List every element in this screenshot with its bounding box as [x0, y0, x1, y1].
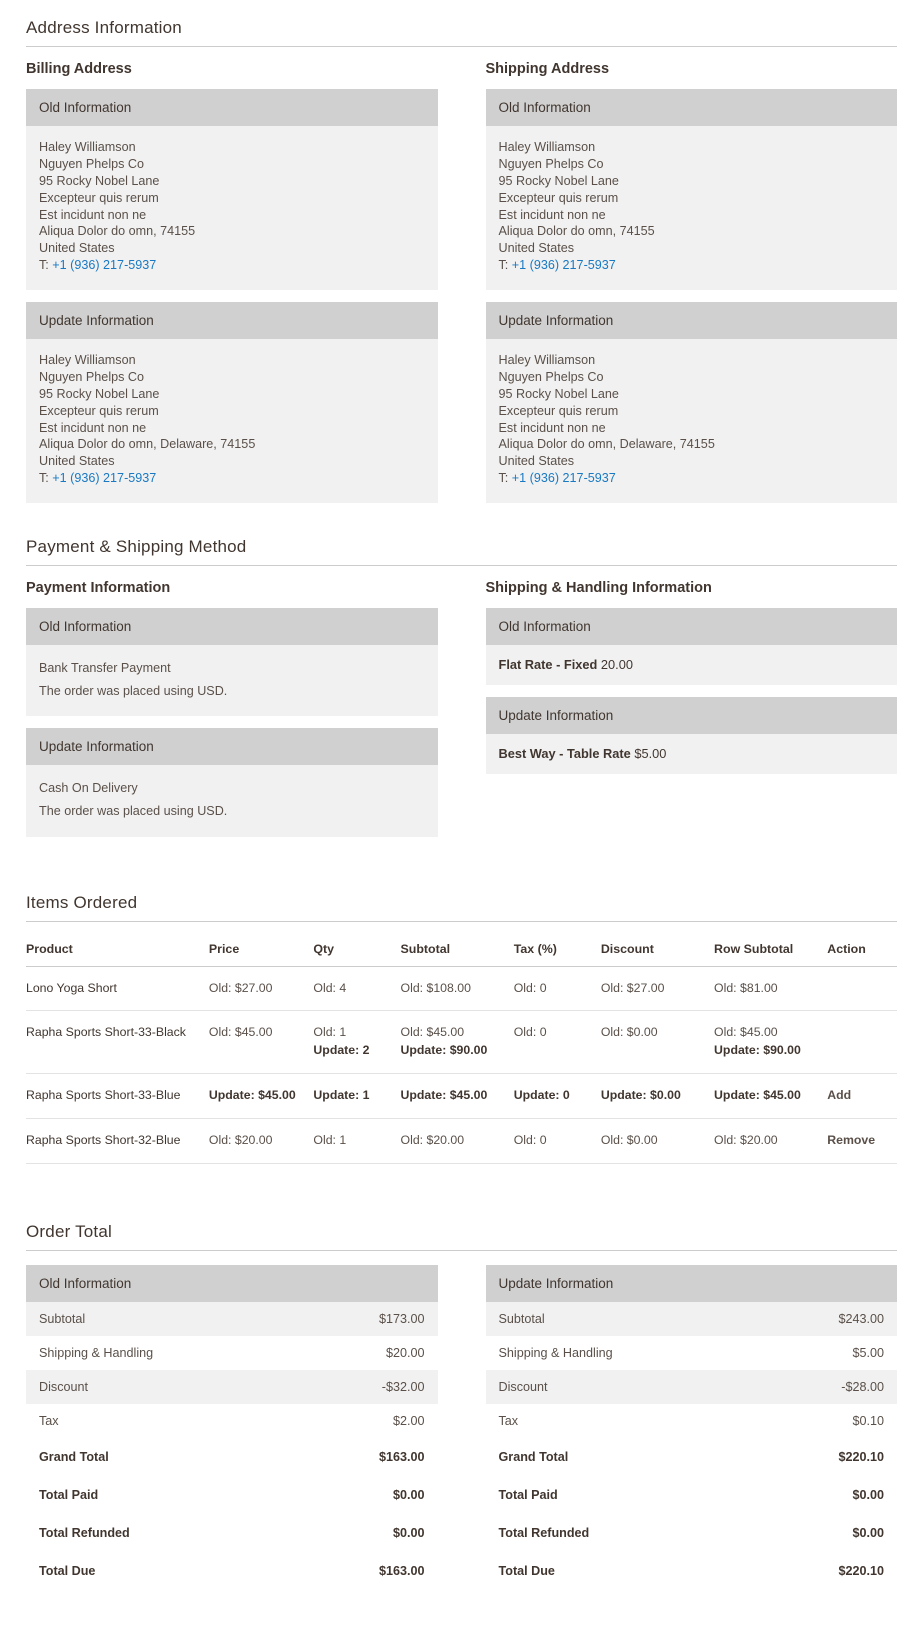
- totals-row-total-paid: [486, 1476, 898, 1514]
- billing-old-body: [26, 126, 438, 290]
- billing-address-column: [26, 61, 438, 503]
- cell-discount: [601, 1011, 714, 1074]
- payment-update-panel: [26, 728, 438, 836]
- cell-product: Rapha Sports Short-32-Blue: [26, 1118, 209, 1163]
- column-header-action: Action: [827, 936, 897, 967]
- shipping-method-amount: $5.00: [634, 746, 667, 761]
- address-line: Nguyen Phelps Co: [39, 369, 145, 384]
- billing-address-heading: Billing Address: [26, 61, 132, 77]
- value-update: Update: $0.00: [600, 1088, 681, 1103]
- totals-amount: $0.00: [392, 1487, 425, 1502]
- cell-product: Lono Yoga Short: [26, 966, 209, 1011]
- value-old: Old: $81.00: [714, 980, 778, 995]
- panel-spacer: [486, 290, 898, 302]
- column-header-qty: Qty: [313, 936, 400, 967]
- phone-link[interactable]: +1 (936) 217-5937: [511, 258, 616, 273]
- value-old: Old: 0: [513, 980, 547, 995]
- totals-label: Discount: [26, 1370, 298, 1404]
- cell-qty: [313, 966, 400, 1011]
- address-line: Est incidunt non ne: [39, 420, 147, 435]
- address-line: Excepteur quis rerum: [498, 403, 619, 418]
- totals-label: Subtotal: [26, 1302, 298, 1336]
- address-line: Aliqua Dolor do omn, 74155: [498, 224, 655, 239]
- totals-amount: $0.00: [852, 1525, 884, 1540]
- cell-subtotal: [401, 966, 514, 1011]
- value-old: Old: $27.00: [208, 980, 273, 995]
- cell-action-add[interactable]: Add: [827, 1074, 897, 1119]
- billing-update-panel: [26, 302, 438, 503]
- totals-label: Total Refunded: [498, 1525, 590, 1540]
- shipping-update-panel: [486, 302, 898, 503]
- cell-action[interactable]: [827, 966, 897, 1011]
- billing-old-label: Old Information: [26, 89, 438, 126]
- payment-old-body: [26, 645, 438, 716]
- order-total-old-label: Old Information: [26, 1265, 438, 1302]
- cell-action[interactable]: [827, 1011, 897, 1074]
- totals-row: [26, 1302, 438, 1336]
- phone-prefix: T:: [498, 258, 512, 273]
- payment-information-column: [26, 580, 438, 837]
- totals-row-total-refunded: [26, 1514, 438, 1552]
- address-line: United States: [39, 454, 115, 469]
- address-line: Nguyen Phelps Co: [498, 369, 604, 384]
- payment-update-body: [26, 765, 438, 836]
- value-old: Old: $108.00: [400, 980, 471, 995]
- column-header-subtotal: Subtotal: [401, 936, 514, 967]
- column-header-discount: Discount: [601, 936, 714, 967]
- totals-label: Total Refunded: [39, 1525, 130, 1540]
- cell-price: [209, 1074, 314, 1119]
- payment-shipping-title: Payment & Shipping Method: [26, 537, 897, 566]
- shipping-method-old-label: Old Information: [486, 608, 898, 645]
- column-header-product: Product: [26, 936, 209, 967]
- value-old: Old: 0: [513, 1132, 547, 1147]
- value-old: Old: $45.00: [208, 1025, 273, 1040]
- value-update: Update: $45.00: [400, 1088, 488, 1103]
- panel-spacer: [26, 290, 438, 302]
- totals-label: Shipping & Handling: [498, 1345, 613, 1360]
- shipping-handling-column: [486, 580, 898, 837]
- totals-amount: $20.00: [385, 1345, 425, 1360]
- shipping-update-label: Update Information: [486, 302, 898, 339]
- address-line: 95 Rocky Nobel Lane: [39, 386, 160, 401]
- cell-discount: [601, 1118, 714, 1163]
- address-line: United States: [498, 454, 575, 469]
- panel-spacer: [26, 716, 438, 728]
- phone-line: [39, 257, 425, 274]
- phone-link[interactable]: +1 (936) 217-5937: [52, 471, 157, 486]
- table-row: [26, 966, 897, 1011]
- value-old: Old: 0: [513, 1025, 547, 1040]
- cell-subtotal: [401, 1074, 514, 1119]
- cell-product: Rapha Sports Short-33-Blue: [26, 1074, 209, 1119]
- value-update: Update: $90.00: [714, 1043, 801, 1058]
- address-line: United States: [39, 241, 115, 256]
- totals-amount: $5.00: [852, 1345, 884, 1360]
- cell-price: [209, 1011, 314, 1074]
- payment-currency-note: The order was placed using USD.: [39, 803, 228, 818]
- payment-method: Cash On Delivery: [39, 781, 138, 796]
- cell-discount: [601, 966, 714, 1011]
- order-total-update-table: [486, 1302, 898, 1590]
- items-ordered-table: [26, 936, 897, 1164]
- payment-shipping-columns: [26, 580, 897, 837]
- shipping-method-amount: 20.00: [600, 657, 633, 672]
- address-line: Excepteur quis rerum: [498, 190, 619, 205]
- value-update: Update: $45.00: [714, 1088, 801, 1103]
- phone-line: [39, 470, 425, 487]
- totals-row: [26, 1404, 438, 1438]
- payment-old-label: Old Information: [26, 608, 438, 645]
- value-old: Old: $0.00: [600, 1132, 658, 1147]
- totals-amount: $220.10: [838, 1449, 884, 1464]
- cell-tax: [514, 966, 601, 1011]
- address-columns: [26, 61, 897, 503]
- cell-row-subtotal: [714, 1074, 827, 1119]
- cell-qty: [313, 1118, 400, 1163]
- totals-amount: $0.00: [392, 1525, 425, 1540]
- billing-update-label: Update Information: [26, 302, 438, 339]
- order-total-title: Order Total: [26, 1222, 897, 1251]
- order-total-update-label: Update Information: [486, 1265, 898, 1302]
- totals-row-total-due: [486, 1552, 898, 1590]
- totals-label: Discount: [486, 1370, 758, 1404]
- shipping-method-name: Best Way - Table Rate: [498, 746, 631, 761]
- address-line: Aliqua Dolor do omn, Delaware, 74155: [498, 437, 715, 452]
- table-header-row: [26, 936, 897, 967]
- address-line: Haley Williamson: [39, 140, 136, 154]
- totals-label: Total Due: [39, 1563, 96, 1578]
- totals-amount: $173.00: [298, 1302, 437, 1336]
- value-old: Old: $20.00: [208, 1132, 273, 1147]
- section-spacer: [26, 1164, 897, 1222]
- shipping-old-label: Old Information: [486, 89, 898, 126]
- totals-row: [26, 1370, 438, 1404]
- totals-row-total-paid: [26, 1476, 438, 1514]
- address-line: Excepteur quis rerum: [39, 403, 159, 418]
- value-old: Old: $20.00: [714, 1132, 778, 1147]
- phone-prefix: T:: [39, 471, 53, 486]
- phone-link[interactable]: +1 (936) 217-5937: [52, 258, 157, 273]
- totals-label: Grand Total: [498, 1449, 569, 1464]
- address-line: Haley Williamson: [498, 353, 596, 367]
- cell-row-subtotal: [714, 966, 827, 1011]
- value-update: Update: 2: [313, 1043, 370, 1058]
- cell-qty: [313, 1011, 400, 1074]
- table-row: [26, 1074, 897, 1119]
- phone-line: [499, 257, 885, 274]
- shipping-address-heading: Shipping Address: [485, 61, 610, 77]
- items-ordered-title: Items Ordered: [26, 893, 897, 922]
- order-total-update: [486, 1265, 898, 1590]
- totals-amount: -$28.00: [758, 1370, 897, 1404]
- totals-amount: -$32.00: [298, 1370, 437, 1404]
- value-old: Old: $27.00: [600, 980, 665, 995]
- payment-update-label: Update Information: [26, 728, 438, 765]
- address-line: United States: [498, 241, 575, 256]
- value-update: Update: 1: [313, 1088, 370, 1103]
- address-line: Haley Williamson: [498, 140, 596, 154]
- address-information-title: Address Information: [26, 18, 897, 47]
- shipping-method-update-label: Update Information: [486, 697, 898, 734]
- shipping-address-column: [486, 61, 898, 503]
- shipping-method-update-panel: [486, 697, 898, 774]
- shipping-old-panel: [486, 89, 898, 290]
- address-line: 95 Rocky Nobel Lane: [39, 173, 160, 188]
- billing-update-body: [26, 339, 438, 503]
- phone-line: [499, 470, 885, 487]
- value-old: Old: 1: [313, 1132, 347, 1147]
- totals-amount: $163.00: [378, 1563, 425, 1578]
- shipping-method-old-panel: [486, 608, 898, 685]
- section-spacer: [26, 503, 897, 537]
- section-spacer: [26, 837, 897, 893]
- shipping-method-old-body: [486, 645, 898, 685]
- payment-information-heading: Payment Information: [26, 580, 171, 596]
- totals-row-grand-total: [26, 1438, 438, 1476]
- address-line: Aliqua Dolor do omn, Delaware, 74155: [39, 437, 256, 452]
- cell-price: [209, 966, 314, 1011]
- totals-row-grand-total: [486, 1438, 898, 1476]
- totals-amount: $0.10: [852, 1413, 884, 1428]
- order-total-old: [26, 1265, 438, 1590]
- totals-row: [486, 1336, 898, 1370]
- totals-label: Shipping & Handling: [39, 1345, 154, 1360]
- cell-row-subtotal: [714, 1118, 827, 1163]
- value-old: Old: 4: [313, 980, 347, 995]
- cell-price: [209, 1118, 314, 1163]
- shipping-method-name: Flat Rate - Fixed: [498, 657, 598, 672]
- address-line: Est incidunt non ne: [498, 207, 606, 222]
- totals-amount: $163.00: [378, 1449, 425, 1464]
- cell-action-remove[interactable]: Remove: [827, 1118, 897, 1163]
- totals-label: Total Paid: [498, 1487, 558, 1502]
- address-line: 95 Rocky Nobel Lane: [498, 173, 619, 188]
- table-row: [26, 1011, 897, 1074]
- billing-old-panel: [26, 89, 438, 290]
- cell-tax: [514, 1074, 601, 1119]
- shipping-handling-heading: Shipping & Handling Information: [485, 580, 712, 596]
- cell-product: Rapha Sports Short-33-Black: [26, 1011, 209, 1074]
- address-line: 95 Rocky Nobel Lane: [498, 386, 619, 401]
- value-old: Old: $0.00: [600, 1025, 658, 1040]
- totals-row-total-due: [26, 1552, 438, 1590]
- cell-subtotal: [401, 1118, 514, 1163]
- address-line: Est incidunt non ne: [498, 420, 606, 435]
- column-header-price: Price: [209, 936, 314, 967]
- value-old: Old: $20.00: [400, 1132, 465, 1147]
- payment-currency-note: The order was placed using USD.: [39, 683, 228, 698]
- totals-row-total-refunded: [486, 1514, 898, 1552]
- totals-row: [486, 1404, 898, 1438]
- payment-old-panel: [26, 608, 438, 716]
- phone-prefix: T:: [39, 258, 53, 273]
- address-line: Excepteur quis rerum: [39, 190, 159, 205]
- table-row: [26, 1118, 897, 1163]
- column-header-row-subtotal: Row Subtotal: [714, 936, 827, 967]
- cell-qty: [313, 1074, 400, 1119]
- address-line: Est incidunt non ne: [39, 207, 147, 222]
- phone-link[interactable]: +1 (936) 217-5937: [511, 471, 616, 486]
- value-update: Update: $45.00: [208, 1088, 296, 1103]
- payment-method: Bank Transfer Payment: [39, 661, 171, 675]
- cell-discount: [601, 1074, 714, 1119]
- address-line: Nguyen Phelps Co: [498, 156, 604, 171]
- order-total-old-table: [26, 1302, 438, 1590]
- cell-row-subtotal: [714, 1011, 827, 1074]
- totals-amount: $243.00: [758, 1302, 897, 1336]
- order-total-columns: [26, 1265, 897, 1590]
- phone-prefix: T:: [498, 471, 512, 486]
- totals-amount: $220.10: [838, 1563, 884, 1578]
- value-update: Update: 0: [513, 1088, 570, 1103]
- value-old: Old: $45.00: [714, 1025, 778, 1040]
- totals-amount: $0.00: [852, 1487, 884, 1502]
- address-line: Haley Williamson: [39, 353, 136, 367]
- totals-label: Grand Total: [39, 1449, 109, 1464]
- totals-label: Tax: [498, 1413, 519, 1428]
- totals-label: Total Due: [498, 1563, 555, 1578]
- totals-label: Subtotal: [486, 1302, 758, 1336]
- address-line: Aliqua Dolor do omn, 74155: [39, 224, 196, 239]
- totals-amount: $2.00: [392, 1413, 425, 1428]
- totals-label: Tax: [39, 1413, 59, 1428]
- cell-subtotal: [401, 1011, 514, 1074]
- address-line: Nguyen Phelps Co: [39, 156, 145, 171]
- value-old: Old: 1: [313, 1025, 347, 1040]
- value-update: Update: $90.00: [400, 1043, 488, 1058]
- cell-tax: [514, 1011, 601, 1074]
- totals-row: [26, 1336, 438, 1370]
- shipping-old-body: [486, 126, 898, 290]
- shipping-update-body: [486, 339, 898, 503]
- column-header-tax: Tax (%): [514, 936, 601, 967]
- shipping-method-update-body: [486, 734, 898, 774]
- totals-row: [486, 1302, 898, 1336]
- totals-row: [486, 1370, 898, 1404]
- panel-spacer: [486, 685, 898, 697]
- cell-tax: [514, 1118, 601, 1163]
- value-old: Old: $45.00: [400, 1025, 465, 1040]
- totals-label: Total Paid: [39, 1487, 99, 1502]
